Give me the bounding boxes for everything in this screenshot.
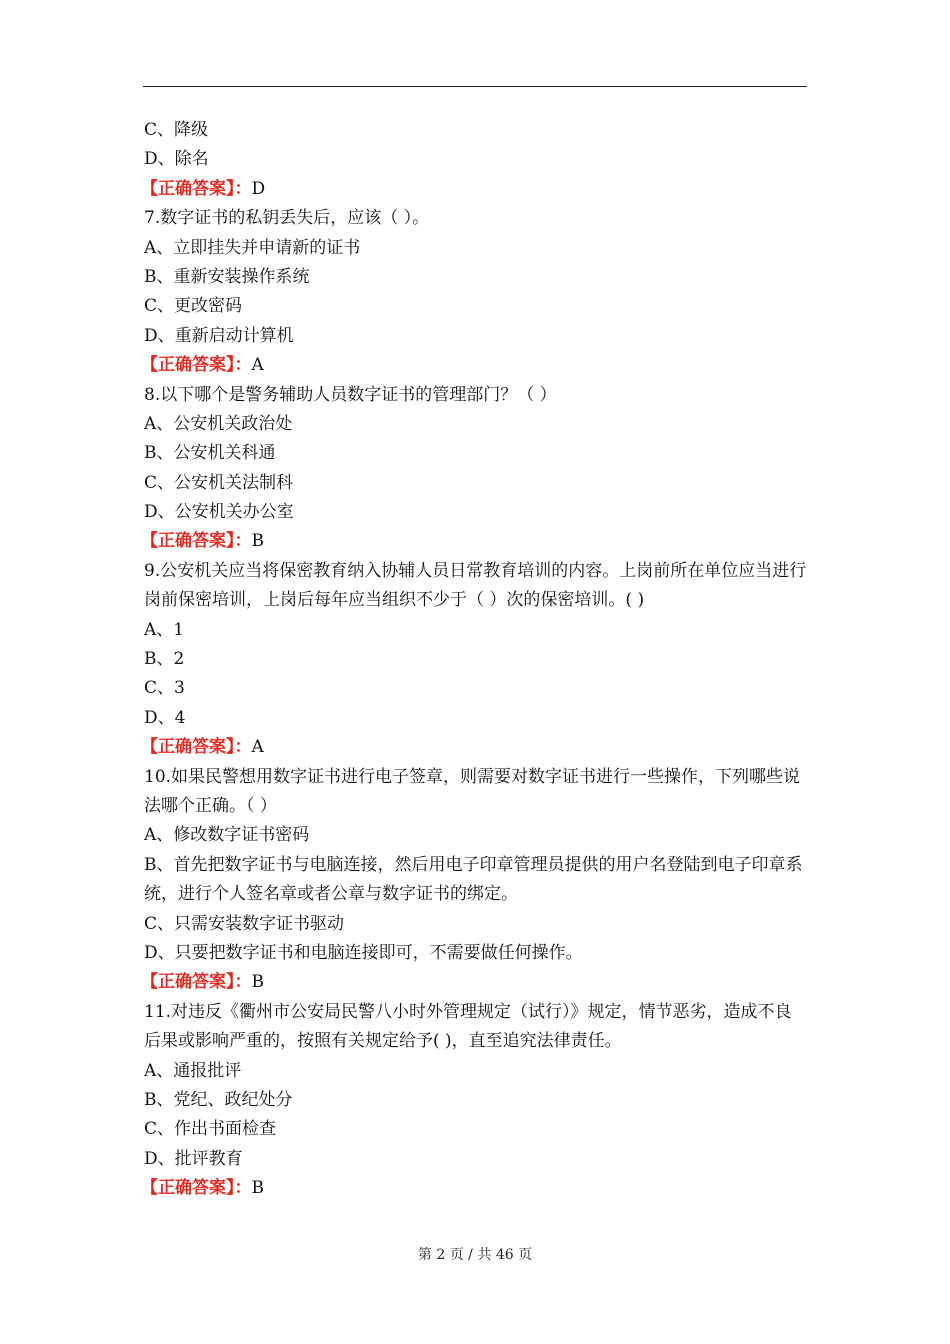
total-pages: 46 [495, 1247, 514, 1263]
option-d: D、公安机关办公室 [144, 502, 294, 523]
option-d: D、批评教育 [144, 1148, 243, 1169]
option-b: B、重新安装操作系统 [144, 266, 310, 287]
answer-line [141, 968, 808, 997]
option-a: A、1 [144, 619, 185, 640]
option-b: B、公安机关科通 [144, 443, 276, 464]
answer-value: A [251, 355, 264, 376]
page-footer [0, 1244, 950, 1264]
option-a: A、修改数字证书密码 [144, 825, 310, 846]
option-c: C、更改密码 [144, 296, 243, 317]
answer-label: 【正确答案】： [141, 737, 252, 758]
answer-value: D [251, 178, 266, 199]
answer-line [141, 733, 808, 762]
option-d: D、重新启动计算机 [144, 325, 294, 346]
question-content [141, 116, 808, 1204]
option-a: A、立即挂失并申请新的证书 [144, 237, 361, 258]
question-stem: 11.对违反《衢州市公安局民警八小时外管理规定（试行）》规定，情节恶劣，造成不良后果或影响严重的，按照有关规定给予( )，直至追究法律责任。 [144, 1001, 792, 1052]
question-stem: 7.数字证书的私钥丢失后，应该（ ）。 [144, 208, 430, 229]
option-c: C、只需安装数字证书驱动 [144, 913, 345, 934]
answer-value: A [251, 737, 264, 758]
option-d: D、只要把数字证书和电脑连接即可，不需要做任何操作。 [144, 943, 583, 964]
answer-value: B [251, 531, 264, 552]
option-b: B、2 [144, 649, 185, 670]
question-stem: 8.以下哪个是警务辅助人员数字证书的管理部门？（ ） [144, 384, 557, 405]
current-page-number: 2 [436, 1247, 446, 1263]
answer-label: 【正确答案】： [141, 355, 252, 376]
answer-line [141, 1174, 808, 1203]
option-a: A、通报批评 [144, 1060, 242, 1081]
footer-middle: 页 / 共 [449, 1247, 492, 1263]
option-a: A、公安机关政治处 [144, 413, 293, 434]
answer-line [141, 527, 808, 556]
option-d: D、4 [144, 707, 186, 728]
answer-value: B [251, 1178, 264, 1199]
option-b: B、首先把数字证书与电脑连接，然后用电子印章管理员提供的用户名登陆到电子印章系统，进行个人签名章或者公章与数字证书的绑定。 [144, 854, 803, 905]
option-b: B、党纪、政纪处分 [144, 1090, 293, 1111]
answer-label: 【正确答案】： [141, 972, 252, 993]
answer-label: 【正确答案】： [141, 531, 252, 552]
header-rule [143, 86, 807, 87]
answer-label: 【正确答案】： [141, 178, 252, 199]
question-stem: 9.公安机关应当将保密教育纳入协辅人员日常教育培训的内容。上岗前所在单位应当进行岗前保密培训，上岗后每年应当组织不少于（ ）次的保密培训。( ) [144, 560, 807, 611]
answer-value: B [251, 972, 264, 993]
option-c: C、公安机关法制科 [144, 472, 294, 493]
answer-line [141, 175, 808, 204]
footer-suffix: 页 [518, 1247, 533, 1263]
option-c: C、作出书面检查 [144, 1119, 277, 1140]
question-stem: 10.如果民警想用数字证书进行电子签章，则需要对数字证书进行一些操作，下列哪些说法哪个正确。（ ） [144, 766, 801, 817]
option-c: C、降级 [144, 120, 209, 140]
footer-prefix: 第 [417, 1247, 432, 1263]
answer-line [141, 351, 808, 380]
option-d: D、除名 [144, 149, 209, 170]
option-c: C、3 [144, 678, 185, 699]
answer-label: 【正确答案】： [141, 1178, 252, 1199]
